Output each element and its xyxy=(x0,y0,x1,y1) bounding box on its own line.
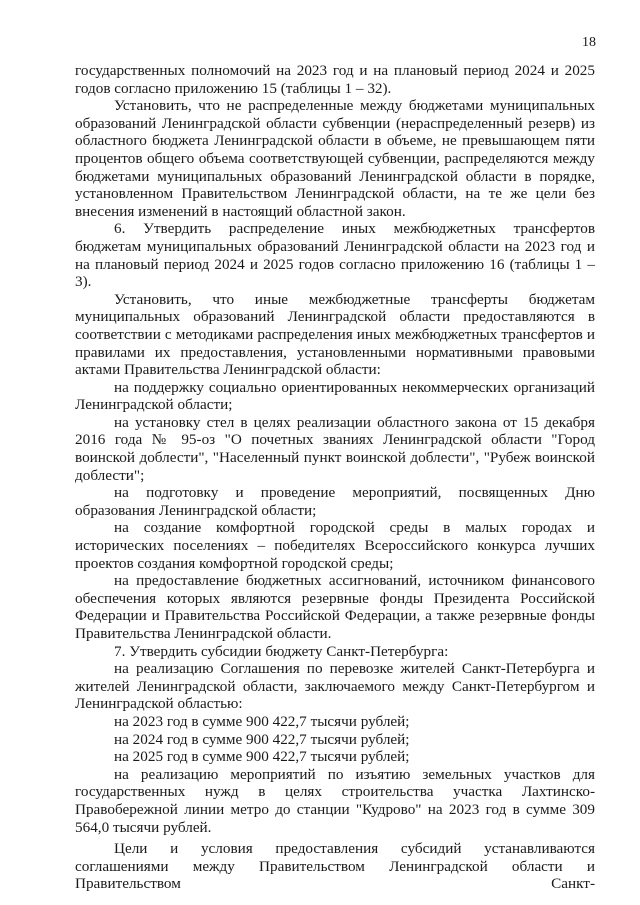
paragraph-amount-2025: на 2025 год в сумме 900 422,7 тысячи рублей; xyxy=(114,748,410,766)
paragraph-land-seizure: на реализацию мероприятий по изъятию земельных участков для государственных нужд в целях строительства участка Лахтинско-Правобережной линии метро до станции "Кудрово" на 2023 год в сумме 309 564,0 тысячи рублей. xyxy=(75,765,595,836)
paragraph-urban-environment: на создание комфортной городской среды в малых городах и исторических поселениях – победителях Всероссийского конкурса лучших проектов создания комфортной городской среды; xyxy=(75,519,595,572)
paragraph-amount-2023: на 2023 год в сумме 900 422,7 тысячи рублей; xyxy=(114,712,410,730)
paragraph-continuation: государственных полномочий на 2023 год и на плановый период 2024 и 2025 годов согласно приложению 15 (таблицы 1 – 32). xyxy=(75,62,595,97)
paragraph-amount-2024: на 2024 год в сумме 900 422,7 тысячи рублей; xyxy=(114,730,410,748)
paragraph-subvention-reserve: Установить, что не распределенные между бюджетами муниципальных образований Ленинградской области субвенции (нераспределенный резерв) из областного бюджета Ленинградской области в объеме, не превышающем пяти процентов общего объема соответствующей субвенции, распределяются между бюджетами муниципальных образований Ленинградской области в порядке, установленном Правительством Ленинградской области, на те же цели без внесения изменений в настоящий областной закон. xyxy=(75,97,595,220)
paragraph-region-day: на подготовку и проведение мероприятий, посвященных Дню образования Ленинградской области; xyxy=(75,484,595,519)
paragraph-transfers-rules: Установить, что иные межбюджетные трансферты бюджетам муниципальных образований Ленинградской области предоставляются в соответствии с методиками распределения иных межбюджетных трансфертов и правилами их предоставления, установленными нормативными правовыми актами Правительства Ленинградской области: xyxy=(75,290,595,379)
paragraph-subsidy-conditions: Цели и условия предоставления субсидий устанавливаются соглашениями между Правительством Ленинградской области и Правительством Санкт- xyxy=(75,840,595,893)
paragraph-reserve-funds: на предоставление бюджетных ассигнований, источником финансового обеспечения которых являются резервные фонды Президента Российской Федерации и Правительства Российской Федерации, а также резервные фонды Правительства Ленинградской области. xyxy=(75,572,595,642)
document-body xyxy=(75,62,595,893)
paragraph-transport-agreement: на реализацию Соглашения по перевозке жителей Санкт-Петербурга и жителей Ленинградской области, заключаемого между Санкт-Петербургом и Ленинградской областью: xyxy=(75,660,595,713)
paragraph-nko-support: на поддержку социально ориентированных некоммерческих организаций Ленинградской области; xyxy=(75,378,595,414)
paragraph-stelae: на установку стел в целях реализации областного закона от 15 декабря 2016 года № 95-оз "О почетных званиях Ленинградской области "Город воинской доблести", "Населенный пункт воинской доблести", "Рубеж воинской доблести"; xyxy=(75,413,595,484)
paragraph-item-6: 6. Утвердить распределение иных межбюджетных трансфертов бюджетам муниципальных образований Ленинградской области на 2023 год и на плановый период 2024 и 2025 годов согласно приложению 16 (таблицы 1 – 3). xyxy=(75,220,595,291)
page-number: 18 xyxy=(582,35,596,50)
paragraph-item-7: 7. Утвердить субсидии бюджету Санкт-Петербурга: xyxy=(114,642,449,660)
